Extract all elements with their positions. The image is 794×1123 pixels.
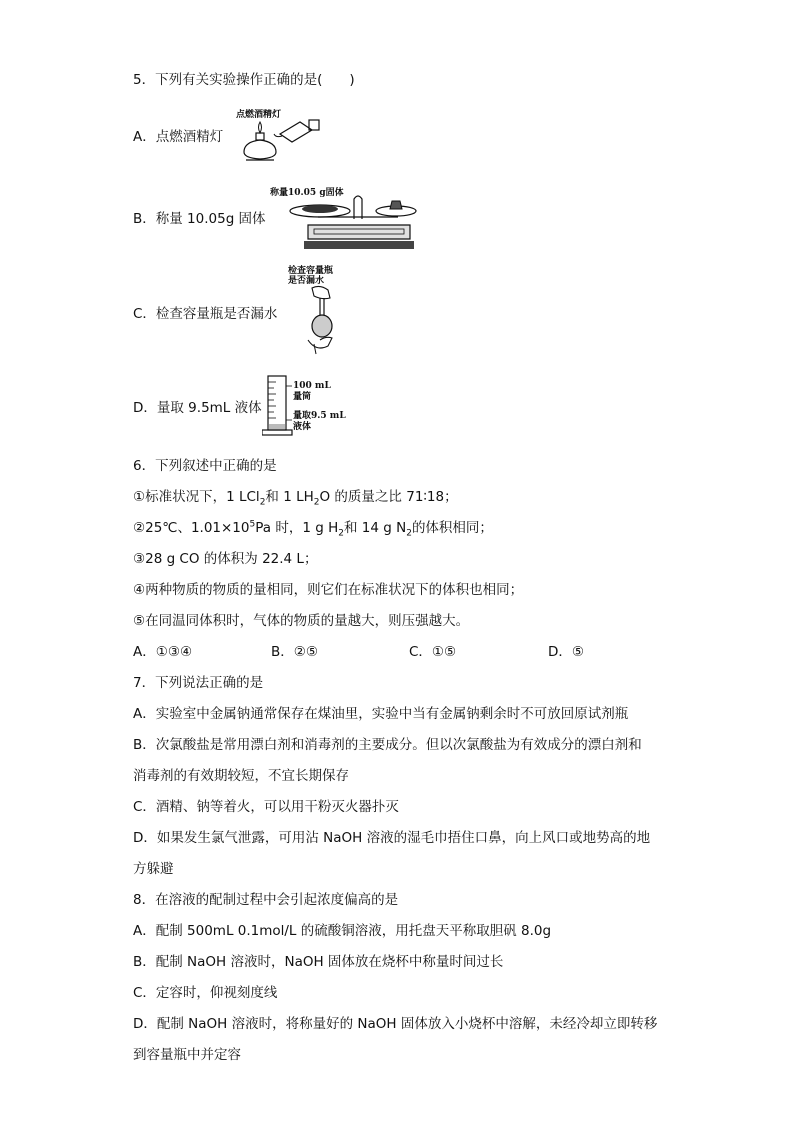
q8-stem: 8．在溶液的配制过程中会引起浓度偏高的是 xyxy=(133,892,399,908)
volumetric-flask-figure xyxy=(286,264,356,358)
q6-statement-5: ⑤在同温同体积时，气体的物质的量越大，则压强越大。 xyxy=(133,613,470,629)
q6-statement-1: ①标准状况下，1 LCl$_2$和 1 $LH_2O$ 的质量之比 71∶18； xyxy=(133,489,458,508)
q6-choice-b: B．②⑤ xyxy=(271,644,318,660)
cylinder-caption-3: 量取9.5 mL xyxy=(293,411,346,421)
q7-line: C．酒精、钠等着火，可以用干粉灭火器扑灭 xyxy=(133,799,399,815)
balance-figure xyxy=(268,185,420,253)
alcohol-lamp-caption: 点燃酒精灯 xyxy=(236,110,282,120)
q8-line: 到容量瓶中并定容 xyxy=(133,1047,241,1063)
q6-statement-3: ③28 g CO 的体积为 22.4 L； xyxy=(133,551,318,567)
q6-statement-4: ④两种物质的物质的量相同，则它们在标准状况下的体积也相同； xyxy=(133,582,524,598)
cylinder-caption-2: 量筒 xyxy=(293,392,312,402)
q5-option-b: B．称量 10.05g 固体 xyxy=(133,211,266,227)
graduated-cylinder-figure xyxy=(262,374,358,436)
q7-line: D．如果发生氯气泄露，可用沾 NaOH 溶液的湿毛巾捂住口鼻，向上风口或地势高的地 xyxy=(133,830,651,846)
q7-stem: 7．下列说法正确的是 xyxy=(133,675,264,691)
q5-option-d: D．量取 9.5mL 液体 xyxy=(133,400,262,416)
balance-caption: 称量10.05 g固体 xyxy=(270,188,344,198)
q6-stem: 6．下列叙述中正确的是 xyxy=(133,458,277,474)
q7-line: B．次氯酸盐是常用漂白剂和消毒剂的主要成分。但以次氯酸盐为有效成分的漂白剂和 xyxy=(133,737,642,753)
q5-stem: 5．下列有关实验操作正确的是( ) xyxy=(133,72,355,88)
q8-line: C．定容时，仰视刻度线 xyxy=(133,985,278,1001)
q5-option-a: A．点燃酒精灯 xyxy=(133,129,224,145)
cylinder-caption-4: 液体 xyxy=(293,422,312,432)
q6-choice-d: D．⑤ xyxy=(548,644,584,660)
flask-caption-1: 检查容量瓶 xyxy=(288,266,334,276)
alcohol-lamp-figure xyxy=(236,108,322,166)
q7-line: A．实验室中金属钠通常保存在煤油里，实验中当有金属钠剩余时不可放回原试剂瓶 xyxy=(133,706,629,722)
cylinder-caption-1: 100 mL xyxy=(293,381,331,391)
q6-choice-c: C．①⑤ xyxy=(409,644,457,660)
q8-line: A．配制 500mL 0.1mol/L 的硫酸铜溶液，用托盘天平称取胆矾 8.0g xyxy=(133,923,552,939)
q6-statement-2: ②25℃、$1.01\times 10^5Pa$ 时，1 g $H_2$和 14 g $N_2$的体积相同； xyxy=(133,519,493,539)
q7-line: 方躲避 xyxy=(133,861,174,877)
q5-option-c: C．检查容量瓶是否漏水 xyxy=(133,306,278,322)
q8-line: D．配制 NaOH 溶液时，将称量好的 NaOH 固体放入小烧杯中溶解，未经冷却立即转移 xyxy=(133,1016,658,1032)
q8-line: B．配制 NaOH 溶液时，NaOH 固体放在烧杯中称量时间过长 xyxy=(133,954,504,970)
q6-choice-a: A．①③④ xyxy=(133,644,193,660)
flask-caption-2: 是否漏水 xyxy=(288,276,325,286)
q7-line: 消毒剂的有效期较短，不宜长期保存 xyxy=(133,768,349,784)
